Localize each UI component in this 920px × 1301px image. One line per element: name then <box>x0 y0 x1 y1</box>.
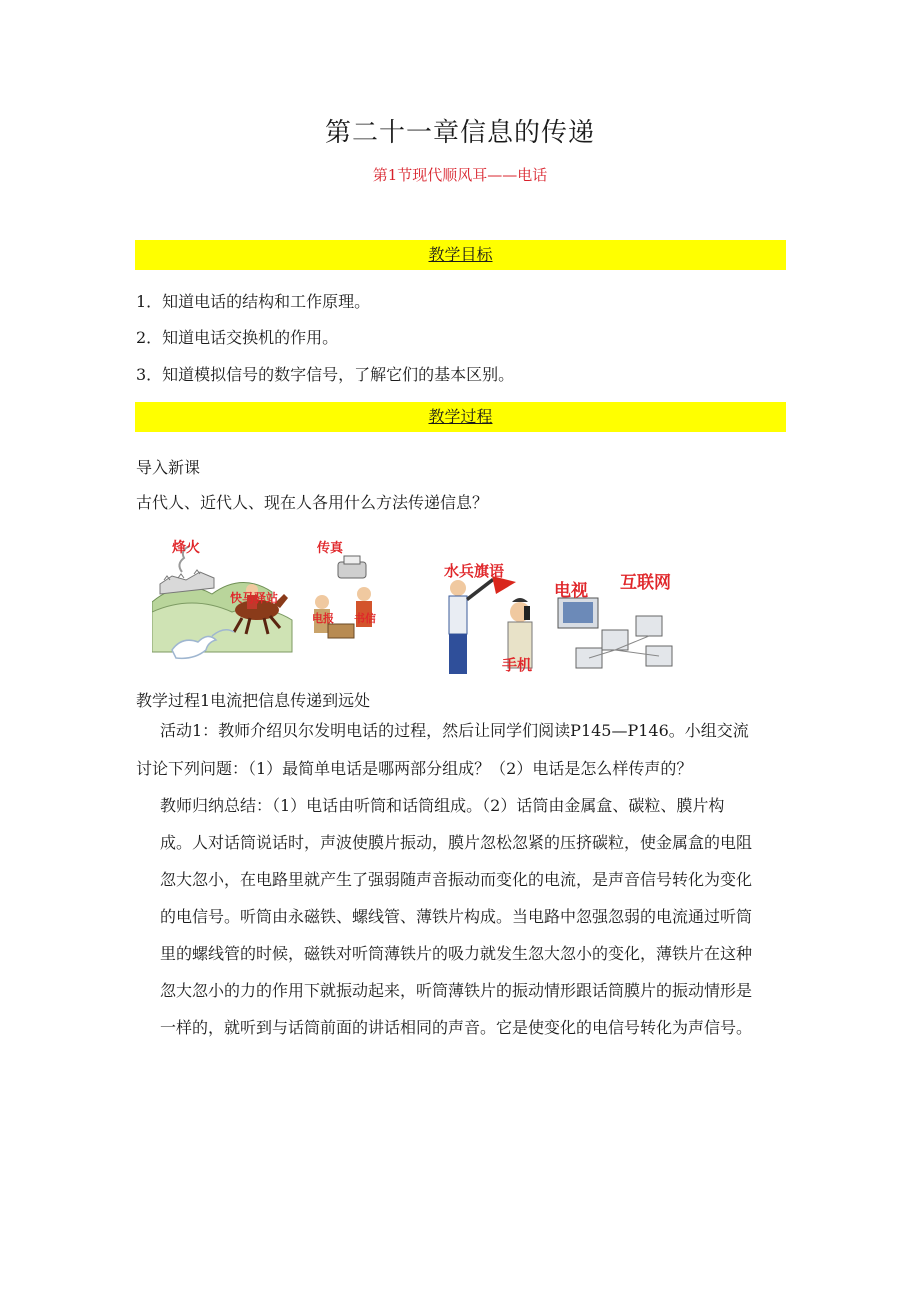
intro-question: 古代人、近代人、现在人各用什么方法传递信息？ <box>136 493 489 512</box>
label-television: 电视 <box>554 581 588 601</box>
section1-title: 教学过程1电流把信息传递到远处 <box>136 691 371 710</box>
label-letter: 书信 <box>354 612 376 625</box>
teaching-goals-heading: 教学目标 <box>428 245 493 264</box>
summary-line-1: 教师归纳总结：（1）电话由听筒和话筒组成。（2）话筒由金属盒、碳粒、膜片构 <box>160 796 725 815</box>
intro-label: 导入新课 <box>136 458 201 477</box>
label-beacon-fire: 烽火 <box>172 540 200 556</box>
ancient-communication-drawing <box>152 532 384 678</box>
activity1-line-1: 活动1：教师介绍贝尔发明电话的过程，然后让同学们阅读P145—P146。小组交流 <box>160 721 749 740</box>
label-flag-signal: 水兵旗语 <box>444 562 505 580</box>
modern-communication-illustration <box>436 558 684 680</box>
ancient-communication-illustration <box>152 532 384 678</box>
summary-line-6: 忽大忽小的力的作用下就振动起来，听筒薄铁片的振动情形跟话筒膜片的振动情形是 <box>160 981 753 1000</box>
label-telegraph: 电报 <box>312 612 334 625</box>
teaching-process-banner <box>135 402 786 432</box>
summary-line-2: 成。人对话筒说话时，声波使膜片振动，膜片忽松忽紧的压挤碳粒，使金属盒的电阻 <box>160 833 753 852</box>
teaching-goals-banner <box>135 240 786 270</box>
label-fax: 传真 <box>317 541 344 556</box>
teaching-process-heading: 教学过程 <box>428 407 493 426</box>
summary-line-7: 一样的，就听到与话筒前面的讲话相同的声音。它是使变化的电信号转化为声信号。 <box>160 1018 753 1037</box>
section-subtitle: 第1节现代顺风耳——电话 <box>372 166 548 184</box>
label-mobile-phone: 手机 <box>502 656 533 674</box>
goal-item-1: 1．知道电话的结构和工作原理。 <box>136 292 371 311</box>
label-internet: 互联网 <box>620 573 671 593</box>
page-title: 第二十一章信息的传递 <box>324 118 595 148</box>
label-horse-relay: 快马驿站 <box>230 591 279 605</box>
summary-line-4: 的电信号。听筒由永磁铁、螺线管、薄铁片构成。当电路中忽强忽弱的电流通过听筒 <box>160 907 753 926</box>
activity1-line-2: 讨论下列问题：（1）最简单电话是哪两部分组成？（2）电话是怎么样传声的？ <box>136 759 693 778</box>
summary-line-3: 忽大忽小，在电路里就产生了强弱随声音振动而变化的电流，是声音信号转化为变化 <box>160 870 753 889</box>
goal-item-3: 3．知道模拟信号的数字信号，了解它们的基本区别。 <box>136 365 515 384</box>
modern-communication-drawing <box>436 558 684 680</box>
goal-item-2: 2．知道电话交换机的作用。 <box>136 328 339 347</box>
summary-line-5: 里的螺线管的时候，磁铁对听筒薄铁片的吸力就发生忽大忽小的变化，薄铁片在这种 <box>160 944 753 963</box>
